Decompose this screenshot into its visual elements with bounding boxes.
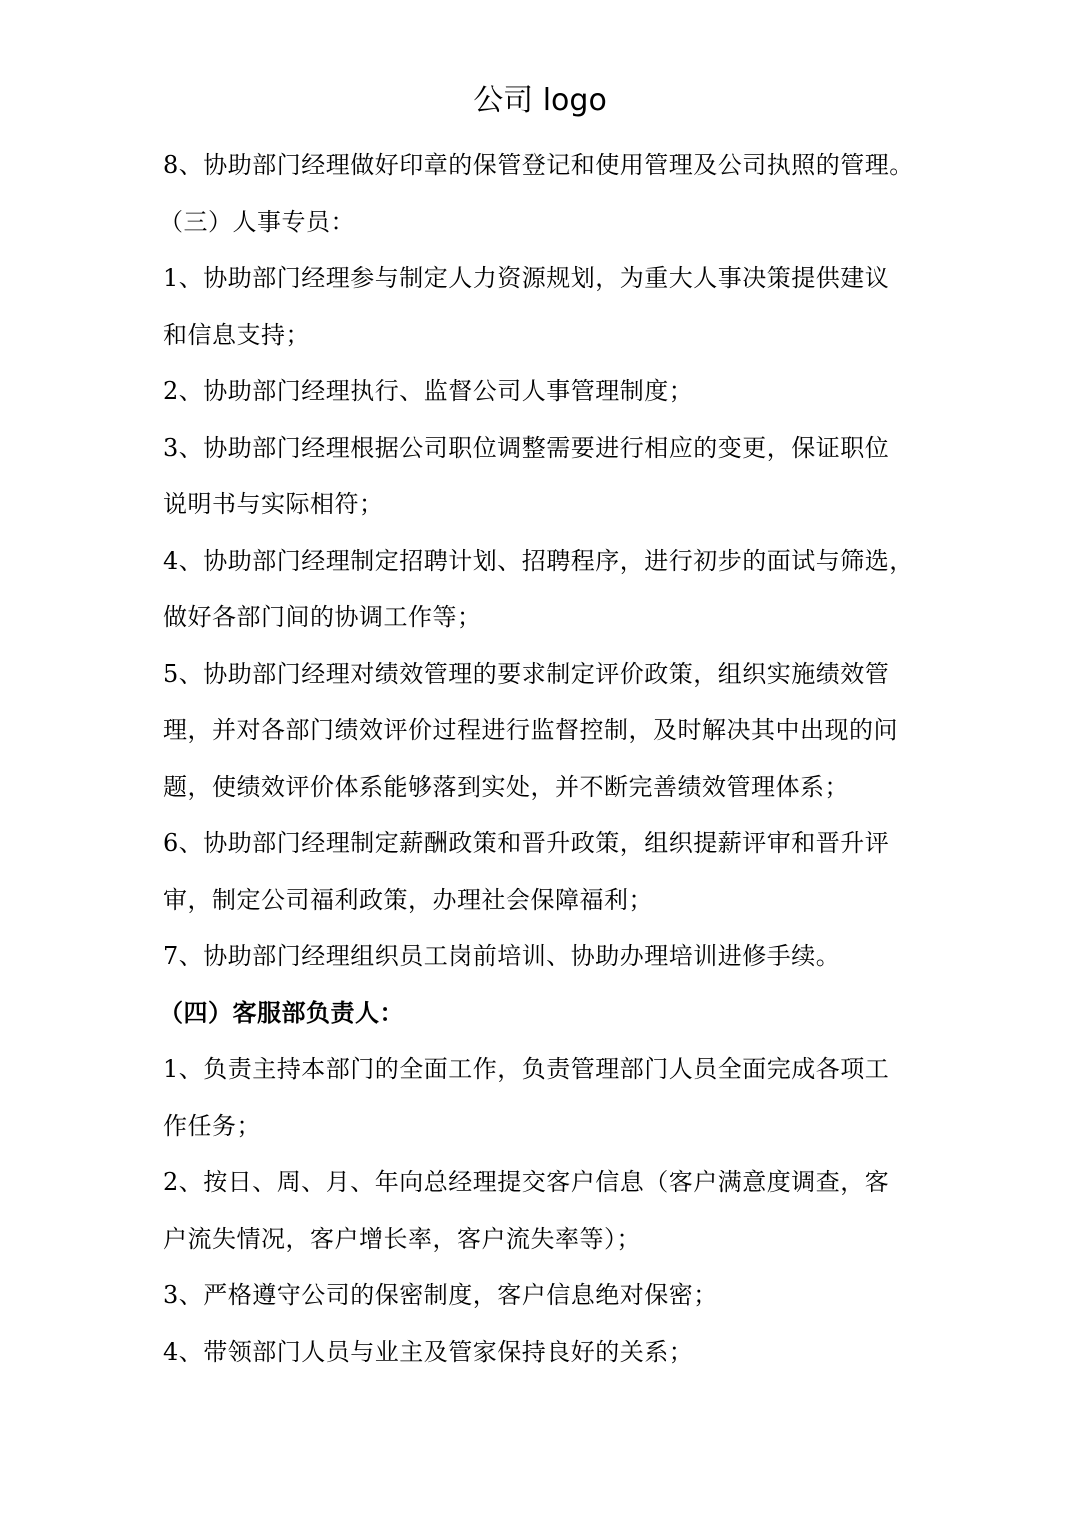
paragraph-line: 5、协助部门经理对绩效管理的要求制定评价政策，组织实施绩效管 [163, 659, 890, 688]
section-heading-hr-specialist: （三）人事专员： [159, 207, 355, 236]
paragraph-line: 2、协助部门经理执行、监督公司人事管理制度； [163, 377, 694, 405]
paragraph-line: 1、协助部门经理参与制定人力资源规划，为重大人事决策提供建议 [163, 264, 890, 292]
section-heading-customer-service-head: （四）客服部负责人： [159, 997, 404, 1027]
document-body [159, 137, 923, 1380]
paragraph-line: 7、协助部门经理组织员工岗前培训、协助办理培训进修手续。 [163, 942, 841, 970]
paragraph-line: 2、按日、周、月、年向总经理提交客户信息（客户满意度调查，客 [163, 1168, 890, 1196]
paragraph-line: 户流失情况，客户增长率，客户流失率等）； [163, 1224, 641, 1253]
paragraph-line: 4、协助部门经理制定招聘计划、招聘程序，进行初步的面试与筛选， [163, 546, 914, 575]
paragraph-line: 3、严格遵守公司的保密制度，客户信息绝对保密； [163, 1281, 718, 1309]
company-logo-header: 公司 logo [473, 83, 607, 118]
paragraph-line: 8、协助部门经理做好印章的保管登记和使用管理及公司执照的管理。 [163, 151, 914, 179]
paragraph-line: 理，并对各部门绩效评价过程进行监督控制，及时解决其中出现的问 [163, 716, 898, 744]
paragraph-line: 说明书与实际相符； [163, 490, 384, 518]
paragraph-line: 3、协助部门经理根据公司职位调整需要进行相应的变更，保证职位 [163, 433, 890, 462]
paragraph-line: 做好各部门间的协调工作等； [163, 603, 482, 631]
paragraph-line: 题，使绩效评价体系能够落到实处，并不断完善绩效管理体系； [163, 772, 849, 801]
paragraph-line: 4、带领部门人员与业主及管家保持良好的关系； [163, 1337, 694, 1366]
paragraph-line: 6、协助部门经理制定薪酬政策和晋升政策，组织提薪评审和晋升评 [163, 829, 890, 857]
paragraph-line: 和信息支持； [163, 320, 310, 349]
paragraph-line: 作任务； [163, 1111, 261, 1140]
paragraph-line: 审，制定公司福利政策，办理社会保障福利； [163, 885, 653, 914]
paragraph-line: 1、负责主持本部门的全面工作，负责管理部门人员全面完成各项工 [163, 1055, 890, 1083]
